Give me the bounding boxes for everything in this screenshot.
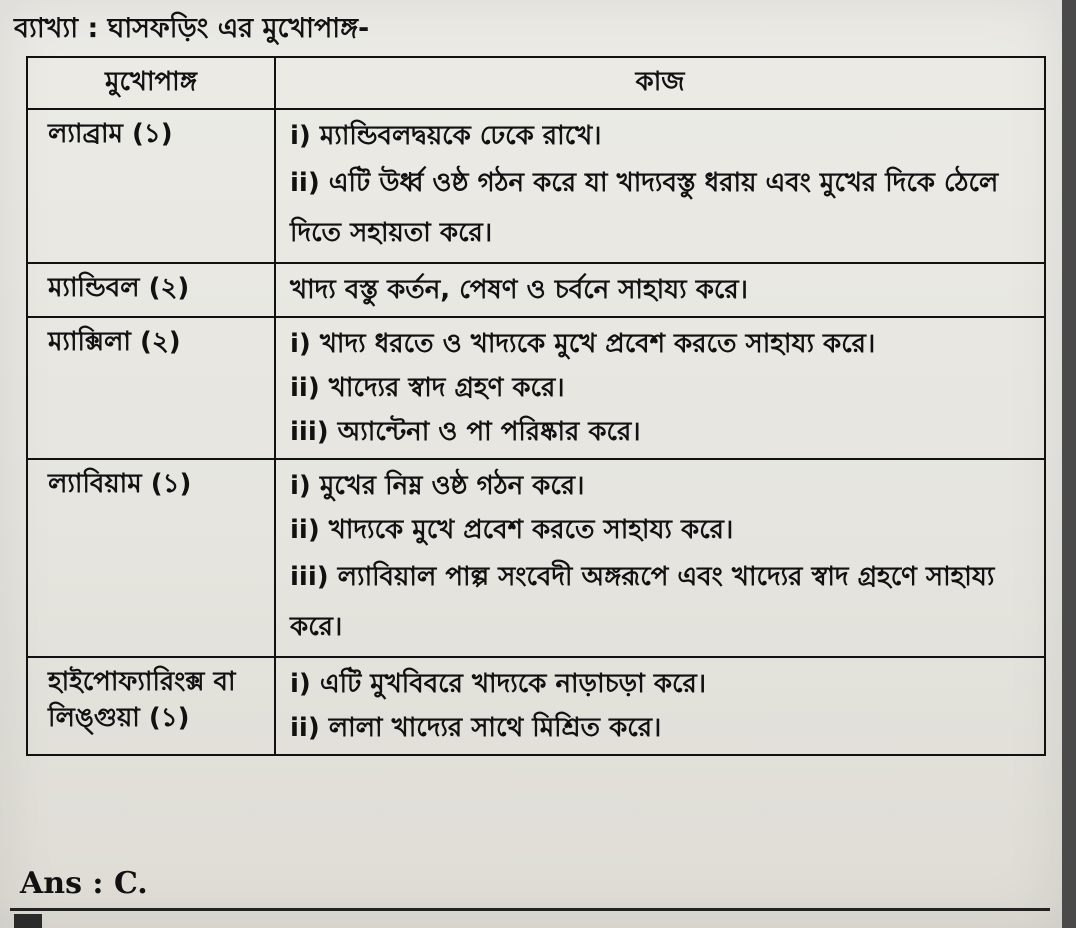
- part-labium: ল্যাবিয়াম (১): [27, 459, 275, 657]
- function-item: খাদ্য বস্তু কর্তন, পেষণ ও চর্বনে সাহায্য করে।: [290, 275, 748, 305]
- functions-hypopharynx: [275, 657, 1045, 755]
- function-item: i) খাদ্য ধরতে ও খাদ্যকে মুখে প্রবেশ করতে সাহায্য করে।: [290, 329, 876, 359]
- page-corner-mark: [14, 914, 42, 928]
- header-mouthpart: মুখোপাঙ্গ: [27, 57, 275, 109]
- function-item: ii) এটি উর্ধ্ব ওষ্ঠ গঠন করে যা খাদ্যবস্তু ধরায় এবং মুখের দিকে ঠেলে দিতে সহায়তা করে।: [290, 168, 999, 248]
- part-labrum: ল্যাব্রাম (১): [27, 109, 275, 263]
- function-item: ii) খাদ্যের স্বাদ গ্রহণ করে।: [290, 373, 565, 403]
- functions-mandible: [275, 263, 1045, 317]
- function-item: iii) ল্যাবিয়াল পাল্প সংবেদী অঙ্গরূপে এবং খাদ্যের স্বাদ গ্রহণে সাহায্য করে।: [290, 562, 995, 642]
- table-header-row: [27, 57, 1045, 109]
- table-row-labium: [27, 459, 1045, 657]
- function-item: i) মুখের নিম্ন ওষ্ঠ গঠন করে।: [290, 471, 585, 501]
- part-maxilla: ম্যাক্সিলা (২): [27, 317, 275, 459]
- function-item: i) ম্যান্ডিবলদ্বয়কে ঢেকে রাখে।: [290, 121, 602, 151]
- part-mandible: ম্যান্ডিবল (২): [27, 263, 275, 317]
- function-item: iii) অ্যান্টেনা ও পা পরিষ্কার করে।: [290, 417, 641, 447]
- function-item: ii) খাদ্যকে মুখে প্রবেশ করতে সাহায্য করে।: [290, 515, 734, 545]
- answer-line: Ans : C.: [20, 866, 148, 901]
- function-item: ii) লালা খাদ্যের সাথে মিশ্রিত করে।: [290, 713, 662, 743]
- function-item: i) এটি মুখবিবরে খাদ্যকে নাড়াচড়া করে।: [290, 669, 707, 699]
- table-row-maxilla: [27, 317, 1045, 459]
- functions-maxilla: [275, 317, 1045, 459]
- functions-labrum: [275, 109, 1045, 263]
- bottom-divider: [10, 908, 1050, 911]
- table-row-hypopharynx: [27, 657, 1045, 755]
- functions-labium: [275, 459, 1045, 657]
- header-function: কাজ: [275, 57, 1045, 109]
- mouthparts-table: [26, 56, 1046, 756]
- table-row-mandible: [27, 263, 1045, 317]
- page-edge-shadow: [1062, 0, 1076, 928]
- explanation-heading: ব্যাখ্যা : ঘাসফড়িং এর মুখোপাঙ্গ-: [14, 13, 370, 44]
- part-hypopharynx: হাইপোফ্যারিংক্স বা লিঙ্গুয়া (১): [27, 657, 275, 755]
- table-row-labrum: [27, 109, 1045, 263]
